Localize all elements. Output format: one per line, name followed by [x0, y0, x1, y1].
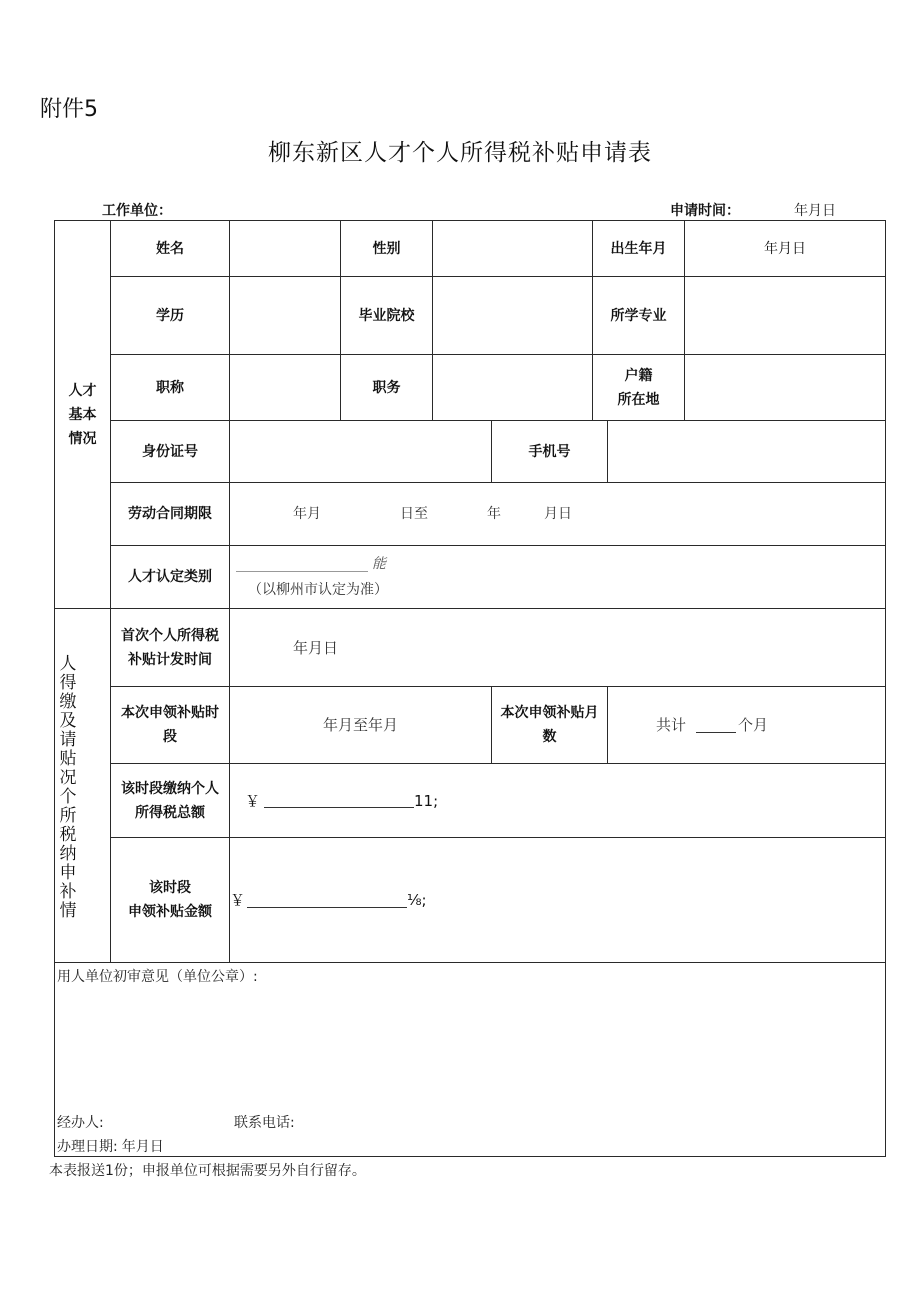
subsidy-amount-line — [247, 893, 407, 908]
label-char: 所 — [59, 806, 77, 826]
apply-time-value: 年月日 — [794, 203, 836, 219]
contract-year-month-start: 年月 — [293, 506, 321, 522]
opinion-label: 用人单位初审意见（单位公章）: — [57, 969, 258, 985]
hukou-label-line: 户籍 — [624, 367, 653, 384]
section-label-column — [57, 788, 79, 921]
label-char: 纳 — [59, 844, 77, 864]
label-char: 得 — [59, 673, 77, 693]
subsidy-amount-input[interactable] — [230, 838, 885, 962]
period-input[interactable]: 年月至年月 — [322, 716, 398, 734]
first-time-input[interactable] — [230, 609, 885, 686]
label-char: 请 — [59, 730, 77, 750]
name-label: 姓名 — [156, 240, 184, 257]
id-label: 身份证号 — [142, 443, 198, 460]
category-suffix: 能 — [372, 556, 386, 572]
page-title: 柳东新区人才个人所得税补贴申请表 — [268, 140, 652, 166]
opinion-text-area[interactable] — [56, 985, 884, 1085]
label-char: 个 — [59, 787, 77, 807]
contact-phone-label: 联系电话: — [234, 1115, 295, 1131]
subsidy-amount-label-line: 该时段 — [149, 880, 191, 896]
contract-day-to: 日至 — [400, 506, 428, 522]
gender-label: 性别 — [372, 240, 401, 257]
category-input[interactable] — [230, 546, 885, 608]
label-char: 及 — [59, 711, 77, 731]
title-label: 职称 — [156, 379, 184, 396]
contract-year-end: 年 — [487, 506, 501, 522]
contract-period-input[interactable] — [230, 483, 885, 545]
section-label-column — [57, 655, 79, 788]
tax-total-input[interactable] — [230, 764, 885, 837]
category-blank-line — [236, 555, 368, 572]
phone-input[interactable] — [608, 421, 885, 482]
label-char: 补 — [59, 882, 77, 902]
gender-input[interactable] — [433, 221, 592, 276]
first-time-label — [111, 609, 229, 686]
period-label — [111, 687, 229, 763]
process-date-value: 年月日 — [121, 1139, 164, 1155]
label-char: 申 — [59, 863, 77, 883]
major-input[interactable] — [685, 277, 885, 354]
section-label-line: 基本 — [68, 406, 97, 423]
subsidy-amount-label — [111, 838, 229, 962]
education-label: 学历 — [156, 307, 184, 324]
hukou-input[interactable] — [685, 355, 885, 420]
category-label: 人才认定类别 — [128, 569, 212, 585]
name-input[interactable] — [230, 221, 340, 276]
period-label-line: 本次申领补贴时 — [121, 705, 219, 721]
id-input[interactable] — [230, 421, 491, 482]
section-label-line: 人才 — [68, 382, 97, 399]
major-label: 所学专业 — [610, 307, 667, 324]
tax-amount-line — [264, 793, 414, 808]
work-unit-label: 工作单位： — [102, 203, 172, 219]
months-prefix: 共计 — [656, 716, 687, 734]
contract-month-day-end: 月日 — [544, 506, 572, 522]
birth-input[interactable]: 年月日 — [764, 240, 806, 257]
tax-currency: ￥ — [245, 791, 261, 810]
birth-label: 出生年月 — [610, 240, 667, 257]
label-char: 贴 — [59, 749, 77, 769]
education-input[interactable] — [230, 277, 340, 354]
hukou-label — [593, 355, 684, 420]
attachment-label: 附件5 — [40, 97, 98, 122]
subsidy-currency: ￥ — [230, 891, 246, 909]
handler-label: 经办人: — [57, 1115, 104, 1131]
months-blank-line — [696, 718, 736, 733]
months-label-line: 本次申领补贴月 — [500, 705, 599, 721]
contract-label: 劳动合同期限 — [128, 506, 212, 522]
subsidy-amount-label-line: 申领补贴金额 — [128, 904, 212, 920]
section-label-line: 情况 — [68, 430, 97, 447]
label-char: 情 — [59, 901, 77, 921]
first-time-label-line: 首次个人所得税 — [121, 627, 219, 644]
hukou-label-line: 所在地 — [617, 391, 660, 408]
process-date-label: 办理日期: — [57, 1139, 118, 1155]
tax-suffix: 11; — [414, 791, 439, 810]
position-input[interactable] — [433, 355, 592, 420]
tax-total-label-line: 所得税总额 — [135, 804, 205, 821]
school-input[interactable] — [433, 277, 592, 354]
months-label — [492, 687, 607, 763]
subsidy-suffix: ⅛; — [407, 891, 427, 909]
table-border-bottom — [54, 1156, 886, 1157]
months-input[interactable] — [608, 687, 885, 763]
position-label: 职务 — [372, 379, 401, 396]
period-label-line: 段 — [163, 729, 177, 745]
tax-total-label — [111, 764, 229, 837]
tax-total-label-line: 该时段缴纳个人 — [121, 780, 219, 797]
label-char: 人 — [59, 654, 77, 674]
category-note: （以柳州市认定为准） — [248, 582, 388, 598]
phone-label: 手机号 — [528, 443, 571, 460]
months-label-line: 数 — [542, 729, 557, 745]
label-char: 况 — [59, 768, 77, 788]
first-time-value: 年月日 — [293, 638, 339, 657]
footer-note: 本表报送1份；申报单位可根据需要另外自行留存。 — [49, 1163, 366, 1179]
months-suffix: 个月 — [738, 716, 769, 734]
label-char: 税 — [59, 825, 77, 845]
table-border-right — [885, 220, 886, 1157]
section-divider-2 — [54, 962, 886, 963]
title-input[interactable] — [230, 355, 340, 420]
school-label: 毕业院校 — [358, 307, 415, 324]
apply-time-label: 申请时间： — [670, 203, 740, 219]
first-time-label-line: 补贴计发时间 — [128, 651, 212, 668]
label-char: 缴 — [59, 692, 77, 712]
section-label-talent-basic — [55, 221, 110, 608]
process-date — [57, 1136, 164, 1156]
